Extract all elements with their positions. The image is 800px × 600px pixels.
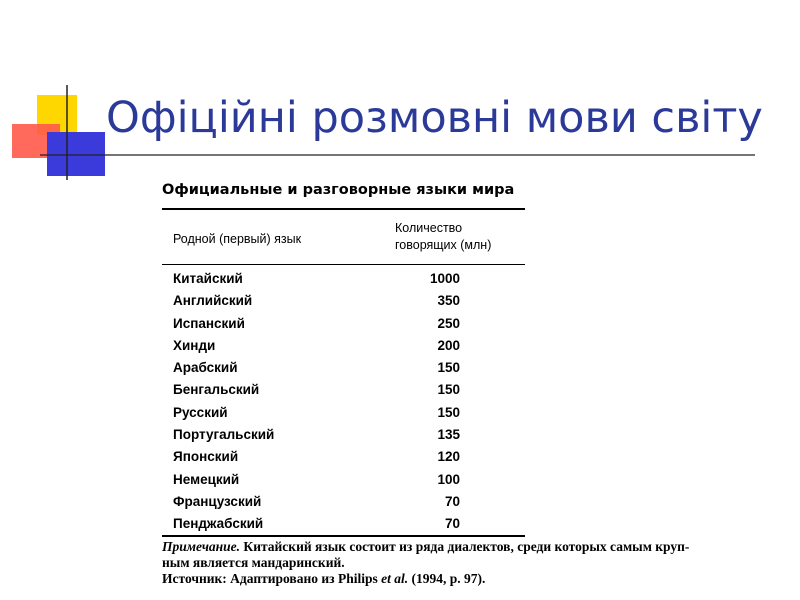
source-tail: (1994, p. 97). [408, 570, 486, 586]
column-header-language: Родной (первый) язык [173, 232, 302, 246]
table-header-rule [162, 264, 525, 265]
row-speakers: 1000 [429, 271, 460, 286]
row-speakers: 150 [437, 360, 460, 376]
footnote-source [162, 571, 762, 587]
row-speakers: 70 [444, 493, 460, 509]
row-language: Китайский [173, 271, 243, 286]
row-language: Пенджабский [173, 516, 264, 532]
slide-title: Офіційні розмовні мови світу [106, 93, 763, 143]
table-title: Официальные и разговорные языки мира [162, 182, 515, 198]
scanned-table-figure [162, 178, 762, 586]
row-speakers: 70 [444, 516, 460, 532]
row-language: Русский [173, 404, 228, 420]
row-speakers: 100 [437, 471, 460, 487]
table-row [162, 403, 525, 425]
footnote-note [162, 539, 762, 555]
row-language: Хинди [173, 337, 216, 353]
column-header-speakers-line2: говорящих (млн) [395, 238, 492, 252]
row-language: Английский [173, 293, 253, 309]
row-speakers: 350 [437, 293, 460, 309]
table-body [162, 269, 525, 537]
table-top-rule [162, 208, 525, 210]
table-row [162, 269, 525, 291]
row-speakers: 135 [437, 427, 460, 443]
row-speakers: 200 [437, 337, 460, 353]
row-language: Немецкий [173, 471, 240, 487]
table-row [162, 492, 525, 514]
table-row [162, 447, 525, 469]
row-speakers: 150 [437, 404, 460, 420]
row-language: Арабский [173, 360, 238, 376]
row-speakers: 120 [437, 449, 460, 465]
row-language: Испанский [173, 315, 245, 331]
table-row [162, 314, 525, 336]
table-footnote [162, 539, 762, 586]
row-speakers: 150 [437, 382, 460, 398]
table-row [162, 336, 525, 358]
column-header-speakers [395, 220, 525, 254]
row-language: Португальский [173, 427, 275, 443]
table-bottom-rule [162, 535, 525, 537]
source-text: Адаптировано из Philips [226, 570, 382, 586]
note-label: Примечание. [162, 539, 241, 554]
table-row [162, 514, 525, 536]
note-text-line1: Китайский язык состоит из ряда диалектов, среди которых самым круп- [240, 539, 690, 554]
row-language: Японский [173, 449, 239, 465]
table-row [162, 380, 525, 402]
source-italic: et al. [381, 570, 409, 586]
row-speakers: 250 [437, 315, 460, 331]
table-row [162, 358, 525, 380]
table-row [162, 425, 525, 447]
source-label: Источник: [162, 570, 227, 586]
column-header-speakers-line1: Количество [395, 221, 463, 235]
decor-blue-square [47, 132, 105, 176]
table-row [162, 470, 525, 492]
row-language: Бенгальский [173, 382, 260, 398]
footnote-note-cont: ным является мандаринский. [162, 554, 345, 570]
table-row [162, 291, 525, 313]
row-language: Французский [173, 493, 262, 509]
